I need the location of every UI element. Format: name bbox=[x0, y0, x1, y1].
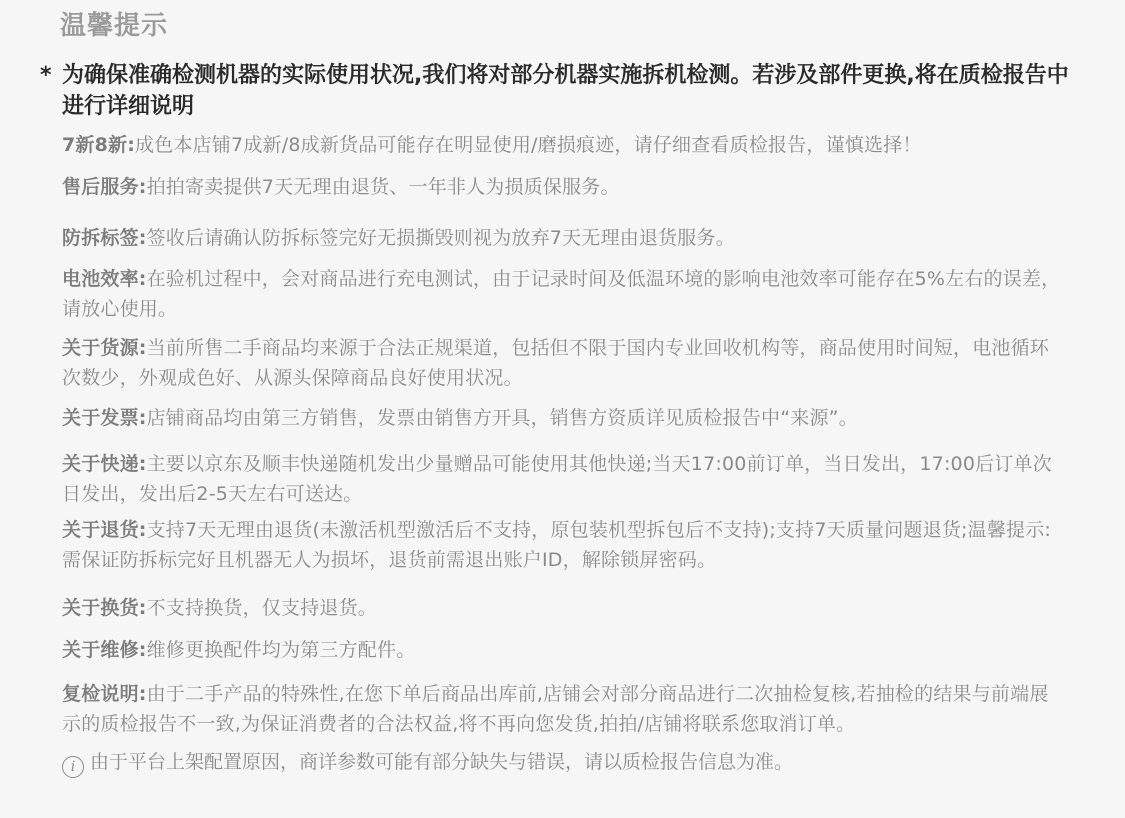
asterisk-marker: * bbox=[40, 63, 52, 88]
tip-label: 关于退货: bbox=[62, 519, 147, 541]
tip-label: 复检说明: bbox=[62, 683, 147, 705]
tip-label: 关于维修: bbox=[62, 639, 147, 661]
tip-text: 成色本店铺7成新/8成新货品可能存在明显使用/磨损痕迹，请仔细查看质检报告，谨慎选择！ bbox=[135, 134, 922, 156]
tip-item-condition bbox=[62, 130, 1067, 160]
tip-label: 电池效率: bbox=[62, 268, 147, 290]
tip-label: 售后服务: bbox=[62, 176, 147, 198]
tip-text: 支持7天无理由退货(未激活机型激活后不支持，原包装机型拆包后不支持);支持7天质量问题退货;温馨提示:需保证防拆标完好且机器无人为损坏，退货前需退出账户ID，解除锁屏密码。 bbox=[62, 519, 1052, 571]
tip-text: 店铺商品均由第三方销售，发票由销售方开具，销售方资质详见质检报告中“来源”。 bbox=[146, 407, 858, 429]
tip-text: 在验机过程中，会对商品进行充电测试，由于记录时间及低温环境的影响电池效率可能存在5%左右的误差，请放心使用。 bbox=[62, 268, 1061, 320]
disclaimer-text: 由于平台上架配置原因，商详参数可能有部分缺失与错误，请以质检报告信息为准。 bbox=[90, 751, 794, 773]
tip-text: 由于二手产品的特殊性,在您下单后商品出库前,店铺会对部分商品进行二次抽检复核,若抽检的结果与前端展示的质检报告不一致,为保证消费者的合法权益,将不再向您发货,拍拍/店铺将联系您取消订单。 bbox=[62, 683, 1049, 735]
tip-text: 主要以京东及顺丰快递随机发出少量赠品可能使用其他快递;当天17:00前订单，当日发出，17:00后订单次日发出，发出后2-5天左右可送达。 bbox=[62, 453, 1052, 505]
info-icon: i bbox=[62, 756, 84, 778]
disclaimer-footer bbox=[62, 747, 1067, 778]
tip-text: 签收后请确认防拆标签完好无损撕毁则视为放弃7天无理由退货服务。 bbox=[146, 227, 735, 249]
tip-text: 不支持换货，仅支持退货。 bbox=[146, 597, 378, 619]
page-title: 温馨提示 bbox=[60, 11, 169, 41]
tip-label: 关于货源: bbox=[62, 337, 147, 359]
tip-label: 关于发票: bbox=[62, 407, 147, 429]
tip-item-exchange bbox=[62, 593, 1067, 623]
tip-label: 7新8新: bbox=[62, 134, 136, 156]
tip-item-battery bbox=[62, 264, 1067, 324]
tip-text: 当前所售二手商品均来源于合法正规渠道，包括但不限于国内专业回收机构等，商品使用时间短，电池循环次数少，外观成色好、从源头保障商品良好使用状况。 bbox=[62, 337, 1050, 389]
important-notice bbox=[40, 60, 1080, 122]
tip-item-invoice bbox=[62, 403, 1067, 433]
tip-text: 维修更换配件均为第三方配件。 bbox=[146, 639, 416, 661]
tip-label: 防拆标签: bbox=[62, 227, 147, 249]
tip-item-anti-tamper-label bbox=[62, 223, 1067, 253]
tip-item-recheck bbox=[62, 679, 1067, 739]
tip-label: 关于换货: bbox=[62, 597, 147, 619]
tip-item-after-sales bbox=[62, 172, 1067, 202]
tip-item-shipping bbox=[62, 449, 1067, 509]
tip-text: 拍拍寄卖提供7天无理由退货、一年非人为损质保服务。 bbox=[146, 176, 620, 198]
tip-item-repair bbox=[62, 635, 1067, 665]
tip-item-source bbox=[62, 333, 1067, 393]
notice-text: 为确保准确检测机器的实际使用状况,我们将对部分机器实施拆机检测。若涉及部件更换,将在质检报告中进行详细说明 bbox=[62, 63, 1069, 119]
tip-item-returns bbox=[62, 515, 1067, 575]
tip-label: 关于快递: bbox=[62, 453, 147, 475]
